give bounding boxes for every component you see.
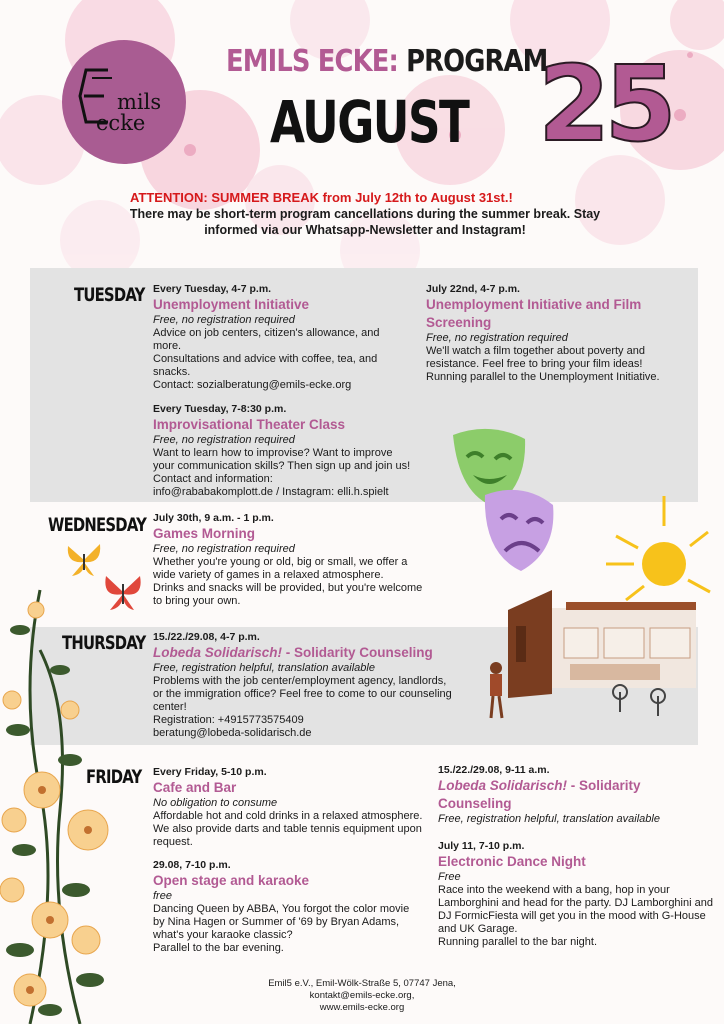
- event-title-italic: Lobeda Solidarisch!: [438, 778, 568, 793]
- footer-website: www.emils-ecke.org: [319, 1002, 405, 1013]
- event-title: [438, 777, 704, 813]
- butterfly-yellow-icon: [64, 540, 104, 580]
- event-subtitle: Free, no registration required: [153, 543, 295, 555]
- summer-break-notice: There may be short-term program cancellations during the summer break. Stay informed via our Whatsapp-Newsletter and Instagram!: [129, 207, 601, 237]
- event-subtitle: Free: [438, 871, 461, 883]
- event-subtitle: No obligation to consume: [153, 797, 278, 809]
- event-description: Race into the weekend with a bang, hop in your Lamborghini and head for the party. DJ Lamborghini and DJ FormicFiesta will get you in the mood with G-House and UK Garage. Running parallel to the bar night.: [438, 884, 713, 948]
- month-title: AUGUST: [270, 88, 469, 156]
- event-time: Every Tuesday, 4-7 p.m.: [153, 283, 272, 295]
- event-time: July 11, 7-10 p.m.: [438, 840, 525, 852]
- event-description: Want to learn how to improvise? Want to improve your communication skills? Then sign up and join us! Contact and information: info@rababakomplott.de / Instagram: elli.h.spielt: [153, 447, 411, 498]
- footer-line1: Emil5 e.V., Emil-Wölk-Straße 5, 07747 Jena,: [268, 978, 456, 989]
- event-time: 29.08, 7-10 p.m.: [153, 859, 231, 871]
- day-friday: FRIDAY: [86, 766, 142, 788]
- theater-masks-icon: [445, 425, 565, 575]
- event-improv-theater: [153, 403, 413, 499]
- event-subtitle: Free, no registration required: [153, 314, 295, 326]
- event-subtitle: Free, no registration required: [426, 332, 568, 344]
- event-games-morning: [153, 512, 433, 608]
- event-solidarity-counseling: [153, 631, 453, 740]
- event-description: Advice on job centers, citizen's allowance, and more. Consultations and advice with coffee, tea, and snacks. Contact: sozialberatung@emils-ecke.org: [153, 327, 380, 391]
- event-subtitle: free: [153, 890, 172, 902]
- event-time: Every Friday, 5-10 p.m.: [153, 766, 267, 778]
- event-subtitle: Free, registration helpful, translation available: [153, 662, 375, 674]
- event-title: Unemployment Initiative and Film Screening: [426, 297, 642, 330]
- event-title: Improvisational Theater Class: [153, 417, 346, 432]
- event-title: Open stage and karaoke: [153, 873, 310, 888]
- footer-email: kontakt@emils-ecke.org,: [309, 990, 415, 1001]
- event-time: 15./22./29.08, 9-11 a.m.: [438, 764, 550, 776]
- event-electronic-dance-night: [438, 840, 714, 949]
- title-brand: EMILS ECKE:: [226, 44, 398, 79]
- event-title: Electronic Dance Night: [438, 854, 586, 869]
- attention-notice: ATTENTION: SUMMER BREAK from July 12th to August 31st.!: [130, 190, 513, 205]
- event-description: Dancing Queen by ABBA, You forgot the color movie by Nina Hagen or Summer of '69 by Bryan Adams, what's your karaoke classic? Parallel to the bar evening.: [153, 903, 410, 954]
- day-thursday: THURSDAY: [62, 632, 146, 654]
- year-number-text: 25: [538, 43, 671, 165]
- title-program: PROGRAM: [397, 44, 548, 79]
- day-wednesday: WEDNESDAY: [48, 514, 147, 536]
- event-time: July 30th, 9 a.m. - 1 p.m.: [153, 512, 274, 524]
- event-description: Problems with the job center/employment agency, landlords, or the immigration office? Feel free to come to our counseling center! Registration: +4915773575409 beratung@lobeda-solidarisch.de: [153, 675, 452, 739]
- event-subtitle: Free, no registration required: [153, 434, 295, 446]
- day-tuesday: TUESDAY: [74, 284, 145, 306]
- cafe-building-illustration: [486, 588, 704, 724]
- flower-vine-illustration: [0, 590, 120, 1024]
- event-title: Games Morning: [153, 526, 256, 541]
- event-subtitle: Free, registration helpful, translation available: [438, 813, 660, 825]
- event-cafe-bar: [153, 766, 423, 849]
- event-time: July 22nd, 4-7 p.m.: [426, 283, 520, 295]
- event-solidarity-counseling-friday: [438, 764, 704, 826]
- event-title-italic: Lobeda Solidarisch!: [153, 645, 283, 660]
- year-number: [536, 40, 671, 165]
- event-title: Unemployment Initiative: [153, 297, 310, 312]
- event-time: 15./22./29.08, 4-7 p.m.: [153, 631, 260, 643]
- event-description: Whether you're young or old, big or small, we offer a wide variety of games in a relaxed atmosphere. Drinks and snacks will be provided, but you're welcome to bring your own.: [153, 556, 423, 607]
- event-description: Affordable hot and cold drinks in a relaxed atmosphere. We also provide darts and table tennis equipment upon request.: [153, 810, 423, 848]
- header-title: [226, 44, 547, 79]
- event-title-rest: - Solidarity Counseling: [438, 778, 641, 811]
- logo-text-line2: ecke: [96, 111, 146, 135]
- logo-text-line1: mils: [117, 90, 162, 114]
- event-open-stage-karaoke: [153, 859, 423, 955]
- event-unemployment-initiative: [153, 283, 403, 392]
- event-description: We'll watch a film together about poverty and resistance. Feel free to bring your film ideas! Running parallel to the Unemployment Initiative.: [426, 345, 660, 383]
- event-film-screening: [426, 283, 694, 384]
- event-title: [153, 644, 453, 662]
- footer-address: [200, 978, 524, 1014]
- event-title-rest: - Solidarity Counseling: [282, 645, 433, 660]
- event-time: Every Tuesday, 7-8:30 p.m.: [153, 403, 287, 415]
- event-title: Cafe and Bar: [153, 780, 237, 795]
